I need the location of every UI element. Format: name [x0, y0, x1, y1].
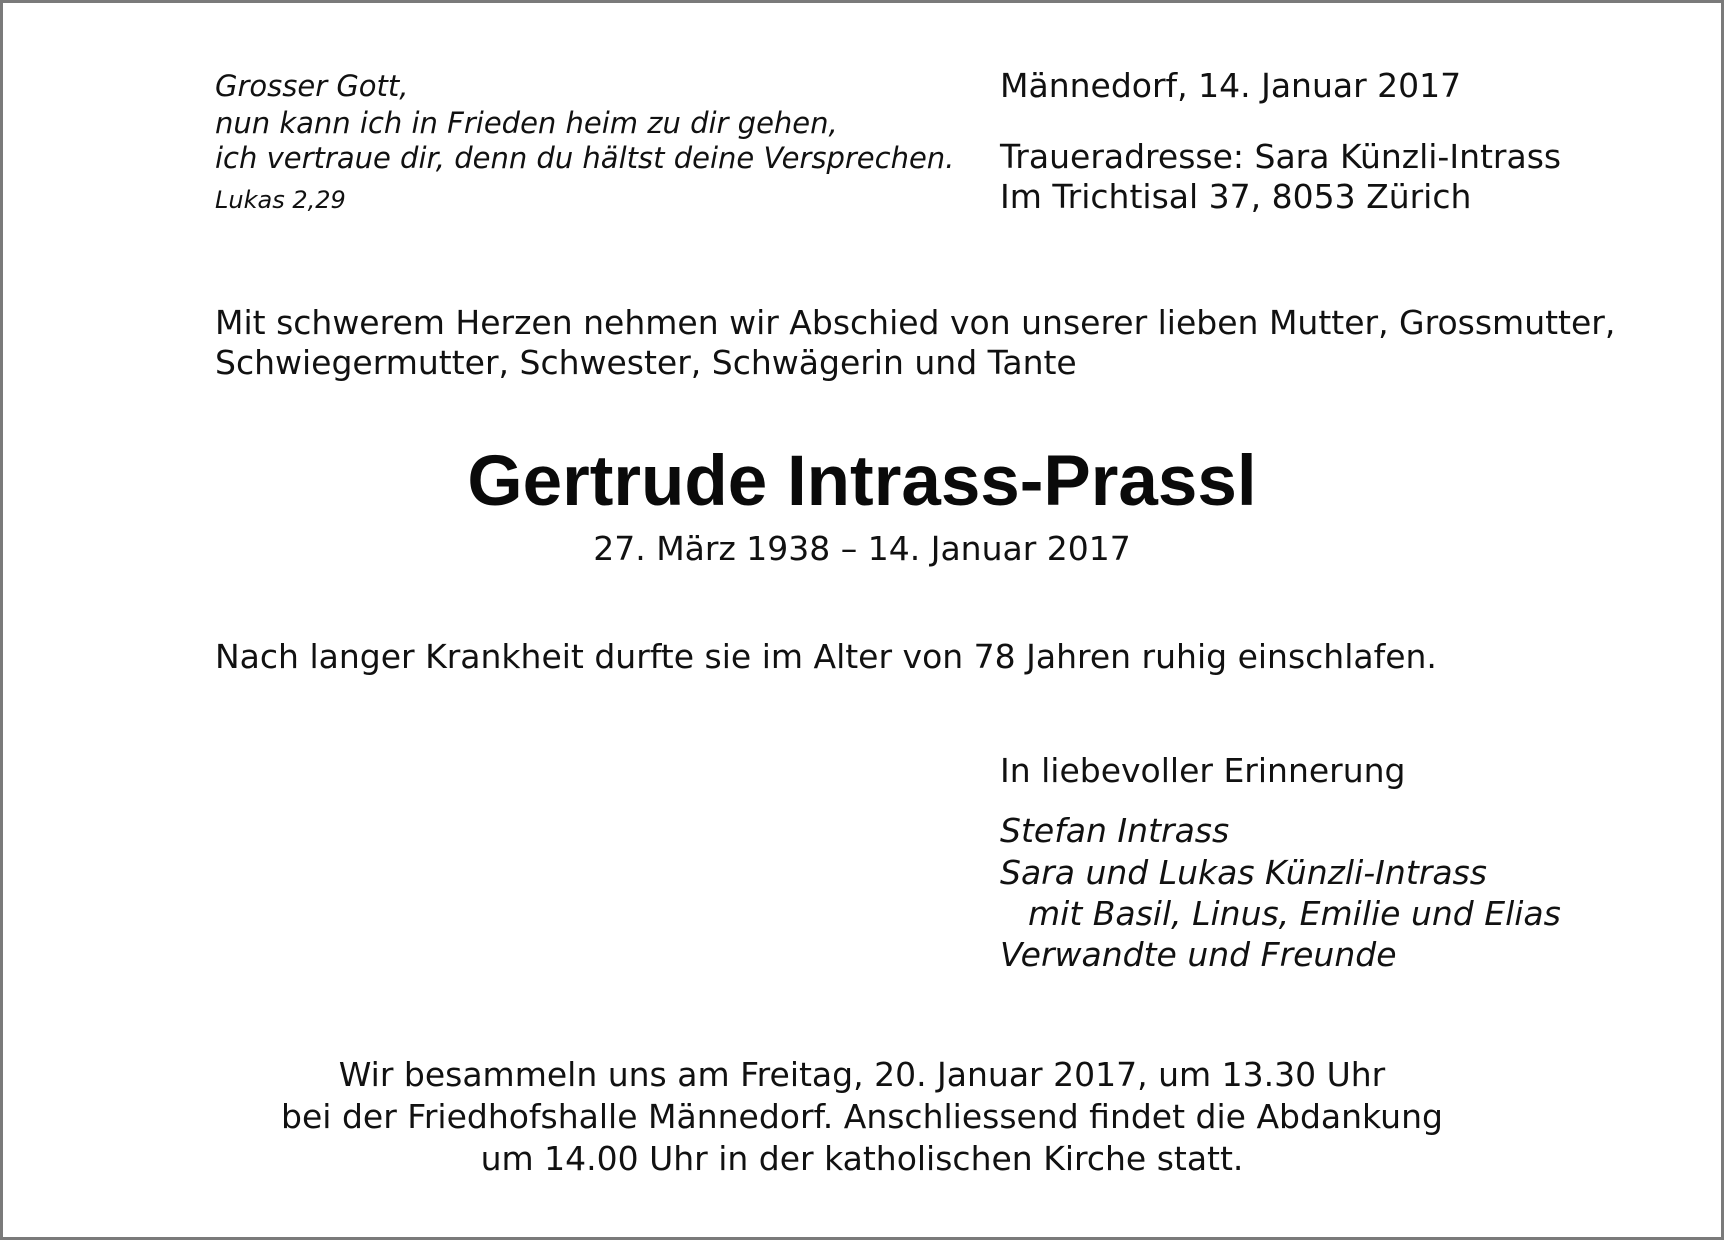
place-date: Männedorf, 14. Januar 2017	[1000, 66, 1462, 105]
mourning-address-line-2: Im Trichtisal 37, 8053 Zürich	[1000, 177, 1472, 216]
mourning-address-line-1: Traueradresse: Sara Künzli-Intrass	[1000, 137, 1562, 176]
service-line-1: Wir besammeln uns am Freitag, 20. Januar 2017, um 13.30 Uhr	[338, 1055, 1386, 1094]
deceased-name: Gertrude Intrass-Prassl	[467, 442, 1257, 521]
intro-line-2: Schwiegermutter, Schwester, Schwägerin und Tante	[215, 343, 1077, 382]
verse-reference: Lukas 2,29	[215, 186, 346, 214]
mourner-name: Verwandte und Freunde	[1000, 935, 1397, 974]
intro-line-1: Mit schwerem Herzen nehmen wir Abschied von unserer lieben Mutter, Grossmutter,	[215, 303, 1616, 342]
service-line-3: um 14.00 Uhr in der katholischen Kirche statt.	[480, 1139, 1244, 1178]
mourner-name: Stefan Intrass	[1000, 811, 1230, 850]
mourner-name: mit Basil, Linus, Emilie und Elias	[1028, 894, 1561, 933]
statement: Nach langer Krankheit durfte sie im Alter von 78 Jahren ruhig einschlafen.	[215, 637, 1437, 676]
verse-line-2: nun kann ich in Frieden heim zu dir gehen,	[215, 106, 838, 140]
mourner-name: Sara und Lukas Künzli-Intrass	[1000, 853, 1487, 892]
verse-line-3: ich vertraue dir, denn du hältst deine Versprechen.	[215, 141, 955, 175]
life-dates: 27. März 1938 – 14. Januar 2017	[593, 529, 1131, 568]
service-line-2: bei der Friedhofshalle Männedorf. Anschliessend findet die Abdankung	[281, 1097, 1443, 1136]
verse-line-1: Grosser Gott,	[215, 69, 409, 103]
mourners-heading: In liebevoller Erinnerung	[1000, 751, 1406, 790]
